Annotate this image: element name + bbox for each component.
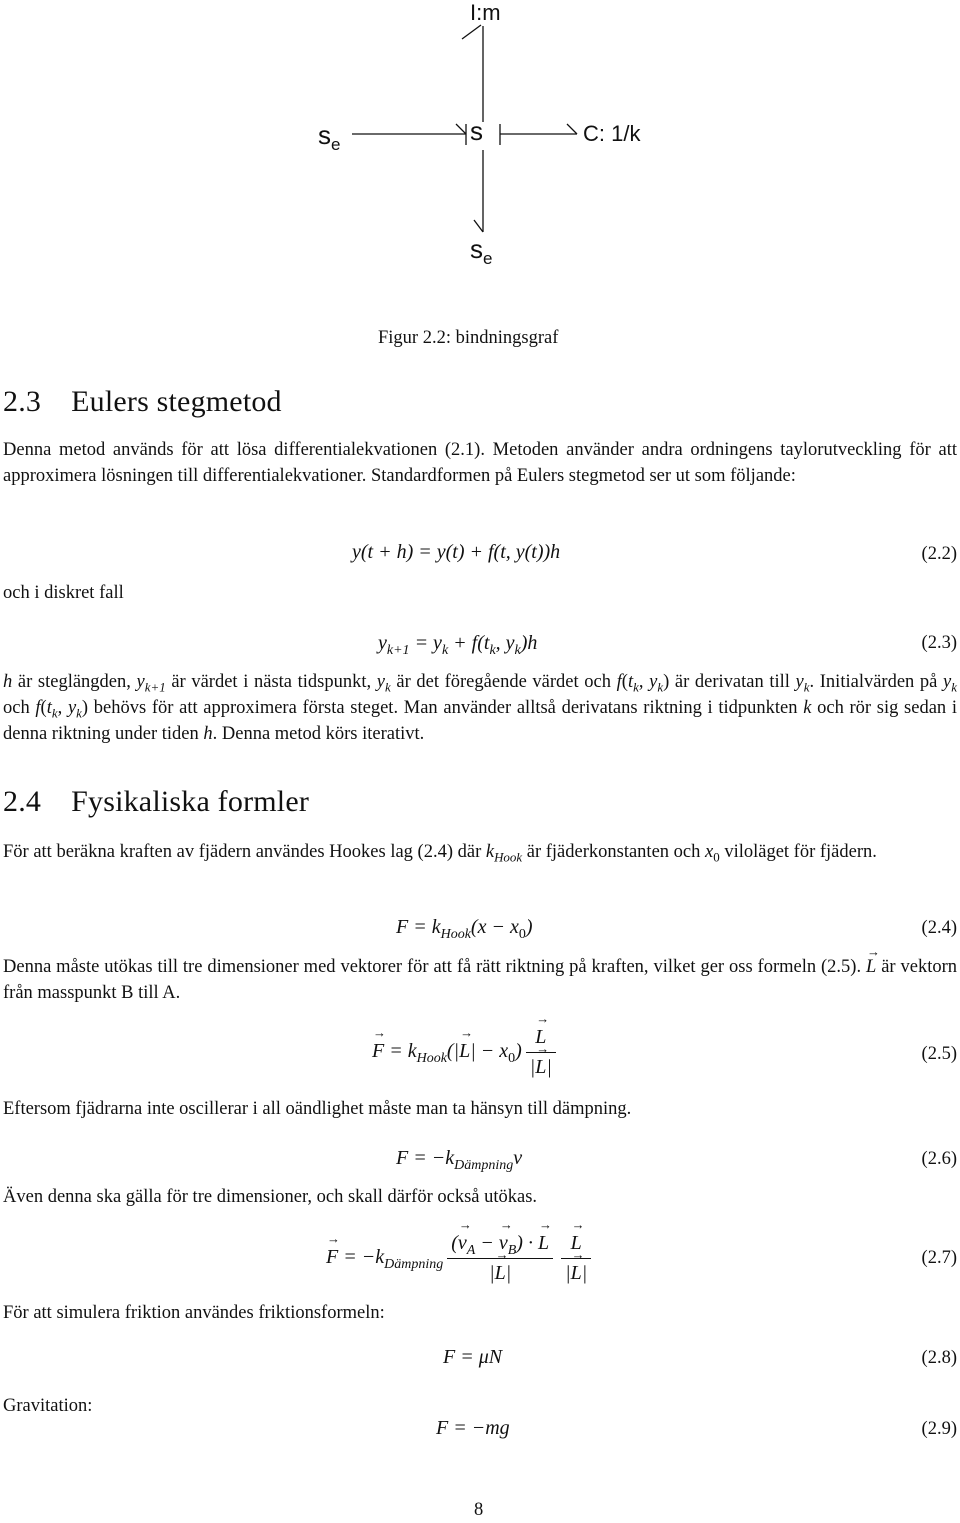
equation-2-5: → $F = k_{Hook}(|\to L| - x_0)$ → $\frac{L}{|\to L|}$ (372, 1026, 560, 1079)
section-2-4-heading (3, 785, 309, 819)
paragraph-friction: För att simulera friktion användes friktionsformeln: (3, 1303, 385, 1323)
paragraph-three-dimensions: Även denna ska gälla för tre dimensioner, och skall därför också utökas. (3, 1187, 538, 1207)
page-number: 8 (474, 1500, 484, 1520)
paragraph-damping: Eftersom fjädrarna inte oscillerar i all oändlighet måste man ta hänsyn till dämpning. (3, 1099, 632, 1119)
bond-right-half-arrow (567, 124, 577, 134)
bond-top-stroke (462, 25, 481, 39)
equation-2-9: F = −mg (436, 1417, 510, 1439)
section-number: 2.3 (3, 385, 42, 418)
equation-2-2: y(t + h) = y(t) + f(t, y(t))h (352, 541, 561, 563)
node-source-left-sub: e (331, 135, 341, 155)
paragraph-gravitation: Gravitation: (3, 1396, 93, 1416)
figure-caption: Figur 2.2: bindningsgraf (378, 328, 559, 348)
section-2-3-heading (3, 385, 282, 419)
node-inertia: I:m (470, 0, 501, 25)
equation-number-2-8: (2.8) (921, 1348, 957, 1368)
text-och-i-diskret-fall: och i diskret fall (3, 583, 124, 603)
equation-number-2-4: (2.4) (921, 918, 957, 938)
paragraph-vector-extension: Denna måste utökas till tre dimensioner med vektorer för att få rätt riktning på kraften, vilket ger oss formeln (2.5). → L är vektorn från masspunkt B till A. (3, 954, 957, 1006)
equation-number-2-6: (2.6) (921, 1149, 957, 1169)
equation-2-7: → $F = -k_{Dämpning}$ $\frac{(\to v_A - \to v_B) \cdot \to L}{|\to L|}$ → $\frac{L}{|\to L|}$ (326, 1232, 595, 1285)
equation-2-3: $y_{k+1} = y_k + f(t_k$, $y_k)h$ (378, 632, 538, 658)
node-source-bottom-sub: e (483, 249, 493, 269)
node-source-left: $s_e$ (318, 120, 341, 155)
node-junction: s (470, 116, 483, 146)
equation-number-2-3: (2.3) (921, 633, 957, 653)
equation-number-2-5: (2.5) (921, 1044, 957, 1064)
section-number: 2.4 (3, 785, 42, 818)
paragraph-hookes-law: För att beräkna kraften av fjädern användes Hookes lag (2.4) där $k_{Hook}$ är fjäderkonstanten och $x_0$ viloläget för fjädern. (3, 842, 877, 865)
node-capacitor: C: 1/k (583, 121, 641, 146)
bond-bottom-half-arrow (474, 220, 483, 232)
section-title: Eulers stegmetod (71, 385, 282, 418)
paragraph-euler-explanation: h är steglängden, $y_{k+1}$ är värdet i nästa tidspunkt, $y_k$ är det föregående värdet och $f(t_k$, $y_k$) är derivatan till $y_k$. Initialvärden på $y_k$ och $f(t_k$, $y_k$) behövs för att approximera första steget. Man använder alltså derivatans riktning i tidpunkten k och rör sig sedan i denna riktning under tiden h. Denna metod körs iterativt. (3, 672, 958, 744)
bond-left-half-arrow (456, 124, 466, 134)
section-title: Fysikaliska formler (71, 785, 310, 818)
equation-number-2-7: (2.7) (921, 1248, 957, 1268)
equation-number-2-2: (2.2) (921, 544, 957, 564)
equation-2-8: F = μN (443, 1346, 503, 1368)
equation-2-4: $F = k_{Hook}(x - x_0)$ (396, 916, 533, 942)
node-source-bottom: $s_e$ (470, 234, 493, 269)
equation-number-2-9: (2.9) (921, 1419, 957, 1439)
paragraph-euler-intro: Denna metod används för att lösa differentialekvationen (2.1). Metoden använder andra ordningens taylorutveckling för att approximera lösningen till differentialekvationer. Standardformen på Eulers stegmetod ser ut som följande: (3, 440, 957, 486)
equation-2-6: $F = -k_{Dämpning}v$ (396, 1147, 523, 1173)
bond-graph-figure (0, 0, 960, 330)
